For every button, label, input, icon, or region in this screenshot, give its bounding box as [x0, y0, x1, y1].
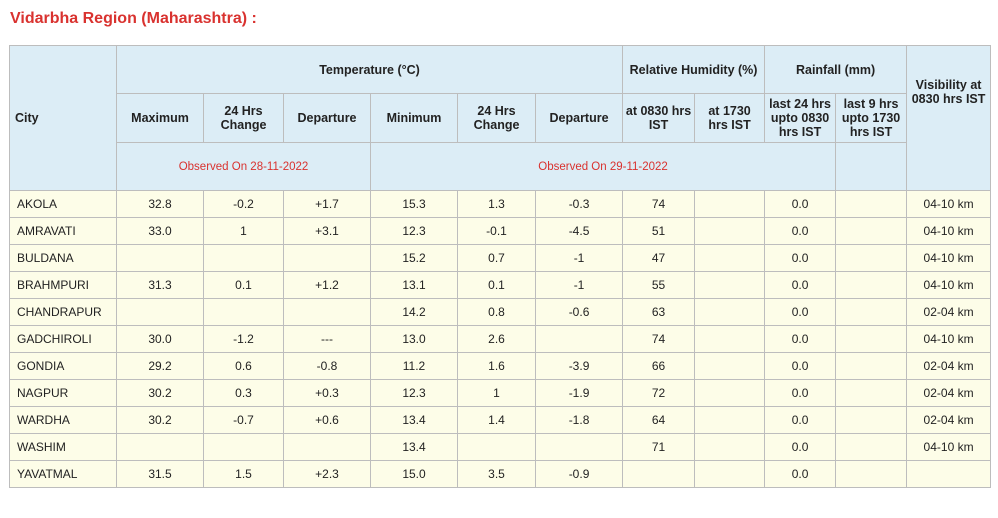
cell-rh-1730 [695, 245, 765, 272]
cell-rh-0830: 51 [623, 218, 695, 245]
cell-min-change: 2.6 [458, 326, 536, 353]
cell-rain-9hrs [836, 299, 907, 326]
table-row [10, 407, 991, 434]
cell-max-departure [284, 434, 371, 461]
cell-min-change: 3.5 [458, 461, 536, 488]
header-rainfall: Rainfall (mm) [765, 46, 907, 94]
header-min-departure: Departure [536, 94, 623, 143]
cell-max-departure: +1.7 [284, 191, 371, 218]
table-body [10, 191, 991, 488]
header-maximum: Maximum [117, 94, 204, 143]
table-row [10, 434, 991, 461]
cell-min-change: 0.7 [458, 245, 536, 272]
cell-rh-0830: 74 [623, 326, 695, 353]
table-row [10, 245, 991, 272]
cell-rain-9hrs [836, 380, 907, 407]
cell-max-departure: +1.2 [284, 272, 371, 299]
table-row [10, 299, 991, 326]
cell-rh-1730 [695, 299, 765, 326]
cell-max-departure: --- [284, 326, 371, 353]
cell-max-change [204, 434, 284, 461]
table-row [10, 461, 991, 488]
table-row [10, 272, 991, 299]
cell-rain-9hrs [836, 272, 907, 299]
cell-max-change: -0.7 [204, 407, 284, 434]
cell-city: CHANDRAPUR [10, 299, 117, 326]
cell-rain-24hrs: 0.0 [765, 353, 836, 380]
cell-max-change: 0.1 [204, 272, 284, 299]
cell-rain-9hrs [836, 461, 907, 488]
header-minimum: Minimum [371, 94, 458, 143]
cell-rh-1730 [695, 380, 765, 407]
cell-city: BULDANA [10, 245, 117, 272]
cell-max-temp: 30.2 [117, 407, 204, 434]
cell-max-departure [284, 299, 371, 326]
cell-min-temp: 14.2 [371, 299, 458, 326]
cell-rain-9hrs [836, 191, 907, 218]
cell-min-change: -0.1 [458, 218, 536, 245]
table-row [10, 380, 991, 407]
cell-city: WASHIM [10, 434, 117, 461]
header-rh-0830: at 0830 hrs IST [623, 94, 695, 143]
cell-min-departure: -0.9 [536, 461, 623, 488]
header-temperature: Temperature (°C) [117, 46, 623, 94]
header-max-departure: Departure [284, 94, 371, 143]
cell-visibility: 04-10 km [907, 245, 991, 272]
cell-rh-0830: 64 [623, 407, 695, 434]
cell-rh-0830: 55 [623, 272, 695, 299]
cell-max-departure: +0.6 [284, 407, 371, 434]
cell-rh-0830: 66 [623, 353, 695, 380]
cell-min-temp: 15.0 [371, 461, 458, 488]
cell-max-temp: 33.0 [117, 218, 204, 245]
cell-min-temp: 11.2 [371, 353, 458, 380]
cell-city: WARDHA [10, 407, 117, 434]
observed-date-max: Observed On 28-11-2022 [117, 143, 371, 191]
cell-rh-0830 [623, 461, 695, 488]
cell-min-departure: -3.9 [536, 353, 623, 380]
header-min-change: 24 Hrs Change [458, 94, 536, 143]
cell-max-change: 0.6 [204, 353, 284, 380]
cell-max-temp [117, 299, 204, 326]
cell-visibility: 02-04 km [907, 353, 991, 380]
cell-max-temp: 30.2 [117, 380, 204, 407]
cell-rh-0830: 72 [623, 380, 695, 407]
cell-visibility: 04-10 km [907, 272, 991, 299]
cell-city: AMRAVATI [10, 218, 117, 245]
cell-min-temp: 15.2 [371, 245, 458, 272]
cell-min-temp: 13.4 [371, 407, 458, 434]
cell-min-departure: -1.9 [536, 380, 623, 407]
cell-rain-9hrs [836, 245, 907, 272]
cell-max-change: 0.3 [204, 380, 284, 407]
cell-rain-24hrs: 0.0 [765, 380, 836, 407]
header-rh-1730: at 1730 hrs IST [695, 94, 765, 143]
cell-rh-1730 [695, 326, 765, 353]
cell-rh-0830: 47 [623, 245, 695, 272]
cell-rain-24hrs: 0.0 [765, 218, 836, 245]
cell-min-departure: -0.3 [536, 191, 623, 218]
observed-date-min: Observed On 29-11-2022 [371, 143, 836, 191]
cell-max-change [204, 299, 284, 326]
cell-max-change: -1.2 [204, 326, 284, 353]
cell-max-change [204, 245, 284, 272]
cell-visibility: 02-04 km [907, 299, 991, 326]
cell-min-temp: 12.3 [371, 218, 458, 245]
cell-visibility: 04-10 km [907, 218, 991, 245]
cell-rain-9hrs [836, 326, 907, 353]
cell-min-departure: -1 [536, 272, 623, 299]
cell-rain-24hrs: 0.0 [765, 326, 836, 353]
header-rain-9hrs: last 9 hrs upto 1730 hrs IST [836, 94, 907, 143]
cell-max-temp: 32.8 [117, 191, 204, 218]
cell-max-departure: +2.3 [284, 461, 371, 488]
cell-max-departure [284, 245, 371, 272]
table-row [10, 326, 991, 353]
header-city: City [10, 46, 117, 191]
cell-rain-24hrs: 0.0 [765, 191, 836, 218]
cell-max-temp: 30.0 [117, 326, 204, 353]
cell-visibility: 04-10 km [907, 434, 991, 461]
cell-max-departure: +0.3 [284, 380, 371, 407]
cell-max-change: 1.5 [204, 461, 284, 488]
cell-min-change: 1.4 [458, 407, 536, 434]
table-row [10, 218, 991, 245]
header-max-change: 24 Hrs Change [204, 94, 284, 143]
cell-min-change: 1.6 [458, 353, 536, 380]
cell-rh-0830: 63 [623, 299, 695, 326]
cell-min-change: 1 [458, 380, 536, 407]
cell-rh-1730 [695, 218, 765, 245]
cell-min-departure: -4.5 [536, 218, 623, 245]
cell-min-temp: 13.0 [371, 326, 458, 353]
cell-min-temp: 12.3 [371, 380, 458, 407]
cell-rain-24hrs: 0.0 [765, 245, 836, 272]
cell-max-change: -0.2 [204, 191, 284, 218]
cell-visibility: 04-10 km [907, 191, 991, 218]
cell-rain-24hrs: 0.0 [765, 434, 836, 461]
cell-rh-1730 [695, 461, 765, 488]
cell-min-departure [536, 434, 623, 461]
cell-rain-24hrs: 0.0 [765, 272, 836, 299]
cell-rh-0830: 74 [623, 191, 695, 218]
cell-rh-1730 [695, 191, 765, 218]
cell-min-change: 0.1 [458, 272, 536, 299]
table-row [10, 191, 991, 218]
cell-visibility: 02-04 km [907, 407, 991, 434]
cell-rh-1730 [695, 272, 765, 299]
cell-min-departure: -1 [536, 245, 623, 272]
cell-max-temp [117, 245, 204, 272]
weather-table [9, 45, 991, 488]
cell-city: YAVATMAL [10, 461, 117, 488]
cell-visibility: 04-10 km [907, 326, 991, 353]
header-visibility: Visibility at 0830 hrs IST [907, 46, 991, 191]
cell-min-change: 0.8 [458, 299, 536, 326]
cell-min-departure [536, 326, 623, 353]
page-title: Vidarbha Region (Maharashtra) : [10, 10, 257, 27]
cell-rain-9hrs [836, 434, 907, 461]
cell-rain-9hrs [836, 407, 907, 434]
observed-blank [836, 143, 991, 191]
cell-max-temp [117, 434, 204, 461]
cell-min-temp: 15.3 [371, 191, 458, 218]
cell-rh-1730 [695, 434, 765, 461]
cell-rh-1730 [695, 353, 765, 380]
cell-min-change: 1.3 [458, 191, 536, 218]
cell-max-departure: -0.8 [284, 353, 371, 380]
cell-min-departure: -0.6 [536, 299, 623, 326]
cell-city: AKOLA [10, 191, 117, 218]
cell-max-departure: +3.1 [284, 218, 371, 245]
cell-min-departure: -1.8 [536, 407, 623, 434]
table-row [10, 353, 991, 380]
cell-rain-9hrs [836, 353, 907, 380]
cell-max-change: 1 [204, 218, 284, 245]
cell-city: NAGPUR [10, 380, 117, 407]
cell-max-temp: 31.5 [117, 461, 204, 488]
cell-min-temp: 13.1 [371, 272, 458, 299]
cell-rain-24hrs: 0.0 [765, 461, 836, 488]
cell-rain-9hrs [836, 218, 907, 245]
cell-rh-1730 [695, 407, 765, 434]
cell-min-temp: 13.4 [371, 434, 458, 461]
header-rain-24hrs: last 24 hrs upto 0830 hrs IST [765, 94, 836, 143]
cell-rain-24hrs: 0.0 [765, 299, 836, 326]
cell-city: BRAHMPURI [10, 272, 117, 299]
cell-visibility: 02-04 km [907, 380, 991, 407]
cell-rh-0830: 71 [623, 434, 695, 461]
cell-max-temp: 29.2 [117, 353, 204, 380]
cell-visibility [907, 461, 991, 488]
header-humidity: Relative Humidity (%) [623, 46, 765, 94]
cell-max-temp: 31.3 [117, 272, 204, 299]
cell-city: GONDIA [10, 353, 117, 380]
cell-min-change [458, 434, 536, 461]
cell-rain-24hrs: 0.0 [765, 407, 836, 434]
cell-city: GADCHIROLI [10, 326, 117, 353]
